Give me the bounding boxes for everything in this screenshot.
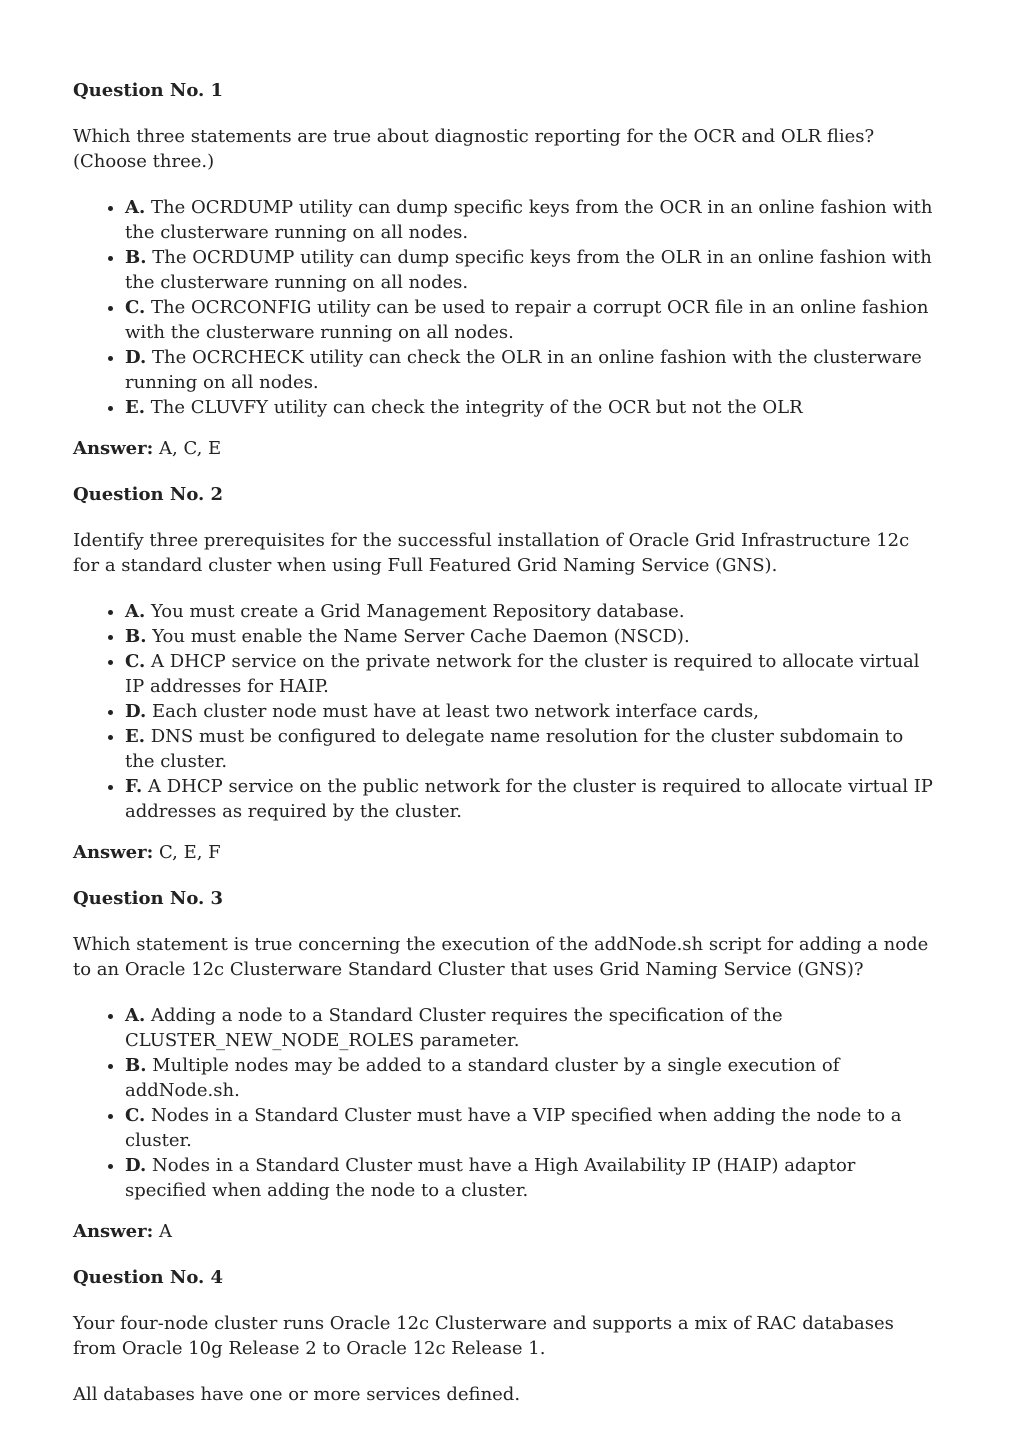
option-letter: B. (125, 247, 147, 268)
question-1 (73, 78, 936, 461)
option-letter: B. (125, 626, 147, 647)
option-letter: D. (125, 347, 147, 368)
question-title: Question No. 3 (73, 888, 224, 909)
option-item (125, 1153, 936, 1203)
answer-line (73, 436, 936, 461)
option-item (125, 724, 936, 774)
option-text: Nodes in a Standard Cluster must have a VIP specified when adding the node to a cluster. (125, 1105, 902, 1151)
option-text: Multiple nodes may be added to a standard cluster by a single execution of addNode.sh. (125, 1055, 840, 1101)
answer-value: C, E, F (159, 842, 221, 863)
option-letter: C. (125, 297, 146, 318)
option-letter: F. (125, 776, 143, 797)
question-3 (73, 886, 936, 1244)
option-letter: B. (125, 1055, 147, 1076)
option-letter: D. (125, 1155, 147, 1176)
option-text: You must enable the Name Server Cache Daemon (NSCD). (152, 626, 690, 647)
option-text: The OCRDUMP utility can dump specific keys from the OCR in an online fashion with the clusterware running on all nodes. (125, 197, 933, 243)
option-item (125, 624, 936, 649)
option-item (125, 1003, 936, 1053)
option-letter: A. (125, 601, 146, 622)
answer-label: Answer: (73, 842, 154, 863)
option-letter: D. (125, 701, 147, 722)
question-text: All databases have one or more services defined. (73, 1384, 521, 1405)
question-title: Question No. 1 (73, 80, 224, 101)
option-item (125, 599, 936, 624)
option-item (125, 295, 936, 345)
option-letter: A. (125, 1005, 146, 1026)
options-list (73, 599, 936, 824)
answer-line (73, 1219, 936, 1244)
option-text: Nodes in a Standard Cluster must have a High Availability IP (HAIP) adaptor specified when adding the node to a cluster. (125, 1155, 856, 1201)
option-item (125, 774, 936, 824)
option-letter: C. (125, 651, 146, 672)
answer-label: Answer: (73, 438, 154, 459)
question-4 (73, 1265, 936, 1407)
option-text: A DHCP service on the private network for the cluster is required to allocate virtual IP addresses for HAIP. (125, 651, 920, 697)
option-text: The OCRCONFIG utility can be used to repair a corrupt OCR file in an online fashion with the clusterware running on all nodes. (125, 297, 929, 343)
option-item (125, 1103, 936, 1153)
option-text: Each cluster node must have at least two network interface cards, (151, 701, 759, 722)
option-item (125, 345, 936, 395)
option-text: You must create a Grid Management Repository database. (150, 601, 685, 622)
option-letter: A. (125, 197, 146, 218)
option-letter: E. (125, 726, 145, 747)
options-list (73, 195, 936, 420)
option-item (125, 395, 936, 420)
option-item (125, 195, 936, 245)
option-item (125, 649, 936, 699)
option-text: The OCRCHECK utility can check the OLR in an online fashion with the clusterware running on all nodes. (125, 347, 922, 393)
option-text: The CLUVFY utility can check the integrity of the OCR but not the OLR (150, 397, 803, 418)
question-text: Which statement is true concerning the execution of the addNode.sh script for adding a node to an Oracle 12c Clusterware Standard Cluster that uses Grid Naming Service (GNS)? (73, 934, 929, 980)
answer-value: A, C, E (159, 438, 222, 459)
answer-label: Answer: (73, 1221, 154, 1242)
option-text: A DHCP service on the public network for the cluster is required to allocate virtual IP addresses as required by the cluster. (125, 776, 933, 822)
option-item (125, 245, 936, 295)
option-item (125, 699, 936, 724)
question-title: Question No. 4 (73, 1267, 224, 1288)
answer-value: A (159, 1221, 172, 1242)
options-list (73, 1003, 936, 1203)
question-text: Which three statements are true about diagnostic reporting for the OCR and OLR flies? (Choose three.) (73, 126, 875, 172)
question-title: Question No. 2 (73, 484, 224, 505)
option-letter: E. (125, 397, 145, 418)
question-2 (73, 482, 936, 865)
option-item (125, 1053, 936, 1103)
option-text: The OCRDUMP utility can dump specific keys from the OLR in an online fashion with the clusterware running on all nodes. (125, 247, 932, 293)
option-letter: C. (125, 1105, 146, 1126)
option-text: DNS must be configured to delegate name resolution for the cluster subdomain to the cluster. (125, 726, 904, 772)
answer-line (73, 840, 936, 865)
question-text: Identify three prerequisites for the successful installation of Oracle Grid Infrastructure 12c for a standard cluster when using Full Featured Grid Naming Service (GNS). (73, 530, 910, 576)
option-text: Adding a node to a Standard Cluster requires the specification of the CLUSTER_NEW_NODE_ROLES parameter. (125, 1005, 783, 1051)
question-text: Your four-node cluster runs Oracle 12c Clusterware and supports a mix of RAC databases from Oracle 10g Release 2 to Oracle 12c Release 1. (73, 1313, 894, 1359)
